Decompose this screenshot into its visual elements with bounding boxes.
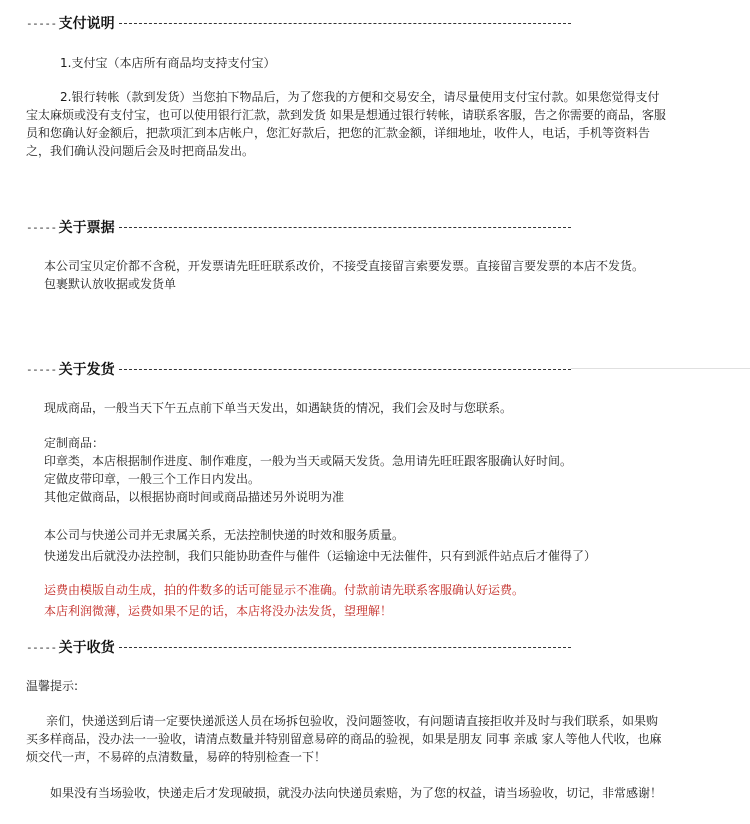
section-header-shipping	[26, 359, 571, 379]
invoice-line-2: 包裹默认放收据或发货单	[44, 277, 177, 291]
shipping-stock-text: 现成商品，一般当天下午五点前下单当天发出，如遇缺货的情况，我们会及时与您联系。	[44, 401, 513, 415]
header-dashes: -----	[26, 16, 57, 30]
shipping-notice	[44, 581, 724, 620]
header-dashes: -----	[26, 362, 57, 376]
section-title-invoice: 关于票据	[58, 220, 115, 236]
shipping-notice-line-2: 本店利润微薄，运费如果不足的话，本店将没办法发货，望理解！	[44, 604, 393, 618]
receiving-final-text: 如果没有当场验收，快递走后才发现破损，就没办法向快递员索赔，为了您的权益，请当场验收，切记，非常感谢！	[50, 786, 663, 800]
shipping-courier	[44, 526, 744, 565]
header-divider	[119, 23, 571, 24]
receiving-tip-text: 温馨提示:	[26, 679, 79, 693]
header-divider	[119, 647, 571, 648]
shipping-courier-line-2: 快递发出后就没办法控制，我们只能协助查件与催件（运输途中无法催件，只有到派件站点后才催得了）	[44, 549, 597, 563]
receiving-check	[26, 712, 726, 766]
payment-alipay-text: 1.支付宝（本店所有商品均支持支付宝）	[60, 56, 276, 70]
header-divider	[119, 227, 571, 228]
section-header-invoice	[26, 217, 571, 237]
header-dashes: -----	[26, 220, 57, 234]
section-title-payment: 支付说明	[58, 16, 115, 32]
invoice-text	[44, 257, 724, 293]
right-rule	[571, 368, 750, 369]
shipping-custom-line-1: 印章类，本店根据制作进度、制作难度，一般为当天或隔天发货。急用请先旺旺跟客服确认好时间。	[44, 454, 573, 468]
header-dashes: -----	[26, 640, 57, 654]
receiving-check-line-2: 买多样商品，没办法一一验收，请清点数量并特别留意易碎的商品的验视，如果是朋友 同事 亲戚 家人等他人代收，也麻	[26, 732, 662, 746]
shipping-notice-line-1: 运费由模版自动生成，拍的件数多的话可能显示不准确。付款前请先联系客服确认好运费。	[44, 583, 525, 597]
receiving-tip-label	[26, 677, 326, 695]
section-header-payment	[26, 13, 571, 33]
section-title-receiving: 关于收货	[58, 640, 115, 656]
invoice-line-1: 本公司宝贝定价都不含税，开发票请先旺旺联系改价，不接受直接留言索要发票。直接留言要发票的本店不发货。	[44, 259, 645, 273]
shipping-courier-line-1: 本公司与快递公司并无隶属关系，无法控制快递的时效和服务质量。	[44, 528, 405, 542]
payment-bank-line-1: 2.银行转帐（款到发货）当您拍下物品后，为了您我的方便和交易安全，请尽量使用支付宝付款。如果您觉得支付	[60, 90, 660, 104]
receiving-final	[50, 784, 740, 802]
shipping-custom-line-3: 其他定做商品，以根据协商时间或商品描述另外说明为准	[44, 490, 345, 504]
receiving-check-line-1: 亲们，快递送到后请一定要快递派送人员在场拆包验收，没问题签收，有问题请直接拒收并及时与我们联系，如果购	[46, 714, 659, 728]
receiving-check-line-3: 烦交代一声，不易碎的点清数量，易碎的特别检查一下！	[26, 750, 327, 764]
shipping-custom-line-2: 定做皮带印章，一般三个工作日内发出。	[44, 472, 261, 486]
payment-item-1	[60, 54, 720, 72]
payment-item-2	[26, 88, 726, 160]
section-title-shipping: 关于发货	[58, 362, 115, 378]
shipping-custom-heading: 定制商品：	[44, 436, 105, 450]
shipping-custom	[44, 434, 724, 506]
payment-bank-line-4: 之，我们确认没问题后会及时把商品发出。	[26, 144, 255, 158]
payment-bank-line-3: 员和您确认好金额后，把款项汇到本店帐户，您汇好款后，把您的汇款金额，详细地址，收件人，电话，手机等资料告	[26, 126, 651, 140]
header-divider	[119, 369, 571, 370]
section-header-receiving	[26, 637, 571, 657]
payment-bank-line-2: 宝太麻烦或没有支付宝，也可以使用银行汇款，款到发货 如果是想通过银行转帐，请联系客服，告之你需要的商品，客服	[26, 108, 666, 122]
shipping-stock	[44, 399, 724, 417]
